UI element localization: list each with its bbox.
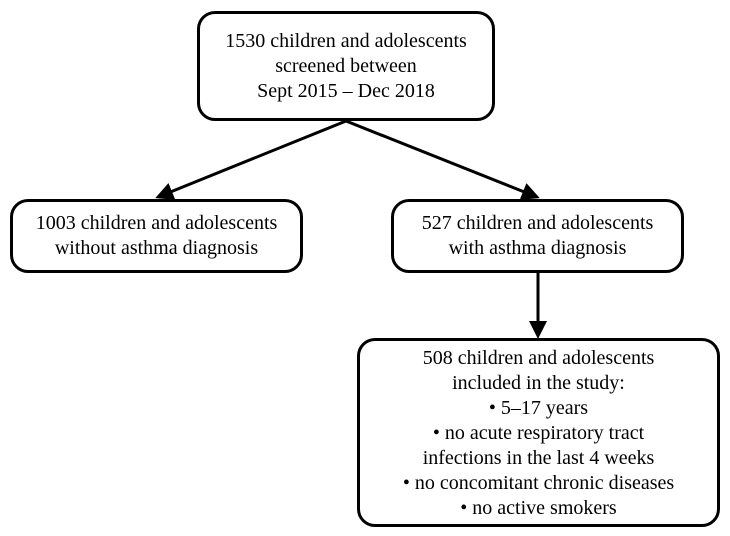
arrow-screened-to-no-asthma	[158, 121, 346, 197]
included-line: 508 children and adolescents	[422, 347, 655, 369]
included-criterion-continued: infections in the last 4 weeks	[422, 447, 655, 469]
arrow-screened-to-asthma	[346, 121, 537, 197]
included-criterion: • no active smokers	[460, 497, 617, 519]
asthma-line: with asthma diagnosis	[448, 237, 627, 259]
included-box	[357, 338, 720, 527]
screened-line: Sept 2015 – Dec 2018	[257, 79, 435, 102]
screened-line: screened between	[275, 54, 417, 77]
included-line: included in the study:	[452, 372, 625, 394]
included-criterion: • 5–17 years	[488, 397, 589, 419]
no-asthma-line: 1003 children and adolescents	[35, 212, 278, 234]
no-asthma-box	[10, 199, 303, 273]
screened-box	[197, 11, 495, 121]
no-asthma-line: without asthma diagnosis	[54, 237, 259, 259]
included-criterion: • no concomitant chronic diseases	[402, 472, 675, 494]
screened-line: 1530 children and adolescents	[225, 29, 467, 52]
included-criterion: • no acute respiratory tract	[432, 422, 645, 444]
asthma-box	[391, 199, 684, 273]
asthma-line: 527 children and adolescents	[421, 212, 654, 234]
